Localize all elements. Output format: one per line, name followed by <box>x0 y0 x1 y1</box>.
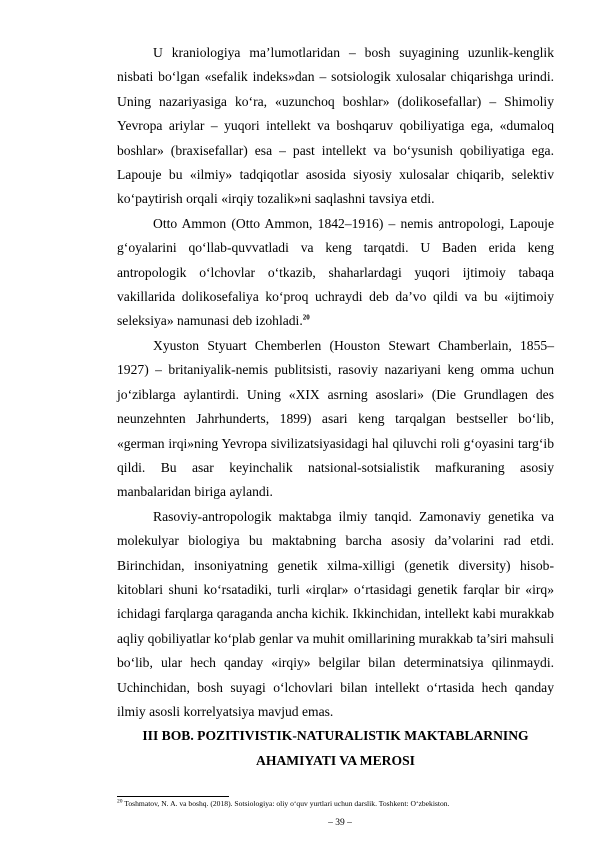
page-number: – 39 – <box>328 818 352 828</box>
footnote-reference[interactable]: 20 <box>302 313 310 322</box>
paragraph-chamberlain: Xyuston Styuart Chemberlen (Houston Stewart Chamberlain, 1855–1927) – britaniyalik-nemis publitsisti, rasoviy nazariyani keng omma uchun jo‘ziblarga aylantirdi. Uning «XIX asrning asoslari» (Die Grundlagen des neunzehnten Jahrhunderts, 1899) asari keng tarqalgan bestseller bo‘lib, «german irqi»ning Yevropa sivilizatsiyasidagi hal qiluvchi roli g‘oyasini targ‘ib qildi. Bu asar keyinchalik natsional-sotsialistik mafkuraning asosiy manbalaridan biriga aylandi. <box>117 337 554 500</box>
paragraph-ammon-text: Otto Ammon (Otto Ammon, 1842–1916) – nemis antropologi, Lapouje g‘oyalarini qo‘llab-quvvatladi va keng tarqatdi. U Baden erida keng antropologik o‘lchovlar o‘tkazib, shaharlardagi yuqori ijtimoiy tabaqa vakillarida dolikosefaliya ko‘proq uchraydi deb da’vo qildi va bu «ijtimoiy seleksiya» namunasi deb izohladi. <box>117 215 554 329</box>
paragraph-ammon <box>117 212 554 334</box>
paragraph-critique: Rasoviy-antropologik maktabga ilmiy tanqid. Zamonaviy genetika va molekulyar biologiya bu maktabning barcha asosiy da’volarini rad etdi. Birinchidan, insoniyatning genetik xilma-xilligi (genetik diversity) hisob-kitoblari shuni ko‘rsatadiki, turli «irqlar» o‘rtasidagi genetik farqlar bir «irq» ichidagi farqlarga qaraganda ancha kichik. Ikkinchidan, intellekt kabi murakkab aqliy qobiliyatlar ko‘plab genlar va muhit omillarining murakkab ta’siri mahsuli bo‘lib, ular hech qanday «irqiy» belgilar bilan determinatsiya qilinmaydi. Uchinchidan, bosh suyagi o‘lchovlari bilan intellekt o‘rtasida hech qanday ilmiy asosli korrelyatsiya mavjud emas. <box>117 508 554 719</box>
footnote <box>117 799 554 809</box>
chapter-heading-line-1: III BOB. POZITIVISTIK-NATURALISTIK MAKTABLARNING <box>142 728 529 744</box>
chapter-heading-line-2: AHAMIYATI VA MEROSI <box>256 752 415 768</box>
footnote-separator <box>117 796 229 797</box>
footnote-text: Toshmatov, N. A. va boshq. (2018). Sotsiologiya: oliy o‘quv yurtlari uchun darslik. Toshkent: O‘zbekiston. <box>122 799 450 808</box>
body-text <box>117 41 554 773</box>
footnote-marker: 20 <box>117 798 123 805</box>
paragraph-lapouje: U kraniologiya ma’lumotlaridan – bosh suyagining uzunlik-kenglik nisbati bo‘lgan «sefalik indeks»dan – sotsiologik xulosalar chiqarishga urindi. Uning nazariyasiga ko‘ra, «uzunchoq boshlar» (dolikosefallar) – Shimoliy Yevropa ariylar – yuqori intellekt va boshqaruv qobiliyatiga ega, «dumaloq boshlar» (braxisefallar) esa – past intellekt va bo‘ysunish qobiliyatiga ega. Lapouje bu «ilmiy» tadqiqotlar asosida siyosiy xulosalar chiqarib, selektiv ko‘paytirish orqali «irqiy tozalik»ni saqlashni tavsiya etdi. <box>117 45 554 207</box>
